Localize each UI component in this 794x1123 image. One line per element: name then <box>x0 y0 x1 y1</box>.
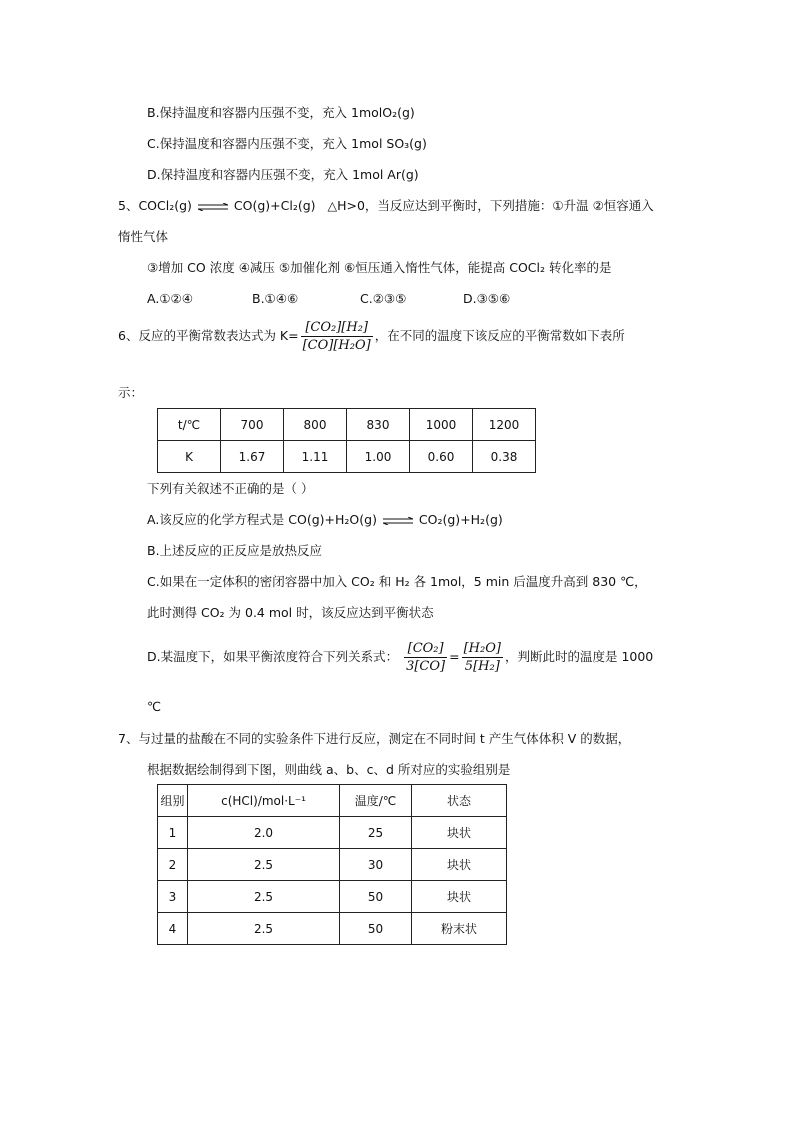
table-cell: 1200 <box>473 409 536 441</box>
fraction-denominator: 5[H₂] <box>464 659 500 674</box>
table-cell: 0.38 <box>473 441 536 473</box>
q5-option-d: D.③⑤⑥ <box>463 291 511 306</box>
table-cell: 700 <box>221 409 284 441</box>
option-c-text: C.保持温度和容器内压强不变，充入 1mol SO₃(g) <box>147 136 427 151</box>
table-cell: 2.5 <box>188 881 340 913</box>
q7-statement-line1: 7、与过量的盐酸在不同的实验条件下进行反应，测定在不同时间 t 产生气体体积 V 的数据， <box>118 731 631 746</box>
q6-option-b: B.上述反应的正反应是放热反应 <box>147 543 323 558</box>
table-cell: 3 <box>158 881 188 913</box>
q6-option-a-lhs: A.该反应的化学方程式是 CO(g)+H₂O(g) <box>147 512 377 527</box>
q6-option-d-lead: D.某温度下，如果平衡浓度符合下列关系式： <box>147 649 399 664</box>
table-cell: 4 <box>158 913 188 945</box>
fraction-numerator: [H₂O] <box>463 641 501 656</box>
q5-statement <box>118 197 654 215</box>
table-cell: 块状 <box>412 849 507 881</box>
table-cell: 1.11 <box>284 441 347 473</box>
q7-statement-line2: 根据数据绘制得到下图，则曲线 a、b、c、d 所对应的实验组别是 <box>147 762 511 777</box>
table-row <box>158 913 507 945</box>
q6-k-fraction <box>301 319 373 354</box>
q5-number: 5、 <box>118 198 139 213</box>
table-cell: 温度/℃ <box>340 785 412 817</box>
q5-condition: △H>0，当反应达到平衡时，下列措施：①升温 ②恒容通入 <box>327 198 654 213</box>
q6-option-d <box>147 635 653 679</box>
q6-tail: ，在不同的温度下该反应的平衡常数如下表所 <box>374 328 625 343</box>
table-cell: 1.67 <box>221 441 284 473</box>
equilibrium-arrow-icon <box>383 517 413 525</box>
q6-option-a-rhs: CO₂(g)+H₂(g) <box>418 512 503 527</box>
table-cell: 50 <box>340 913 412 945</box>
table-cell: 2.5 <box>188 849 340 881</box>
table-row <box>158 849 507 881</box>
table-cell: 1000 <box>410 409 473 441</box>
q5-measures: ③增加 CO 浓度 ④减压 ⑤加催化剂 ⑥恒压通入惰性气体，能提高 COCl₂ 转化率的是 <box>147 260 612 275</box>
table-row <box>158 881 507 913</box>
q6-option-d-tail: ，判断此时的温度是 1000 <box>504 649 654 664</box>
q6-option-c-line1: C.如果在一定体积的密闭容器中加入 CO₂ 和 H₂ 各 1mol，5 min 后温度升高到 830 ℃， <box>147 574 647 589</box>
table-cell: 30 <box>340 849 412 881</box>
table-cell: 1.00 <box>347 441 410 473</box>
table-cell: c(HCl)/mol·L⁻¹ <box>188 785 340 817</box>
table-cell: 块状 <box>412 817 507 849</box>
q6-k-table <box>157 408 536 473</box>
q5-option-b: B.①④⑥ <box>252 291 299 306</box>
q5-continuation: 惰性气体 <box>118 229 169 244</box>
q6-option-d-unit: ℃ <box>147 699 162 714</box>
q6-option-d-fraction-2 <box>462 640 503 675</box>
table-cell: 830 <box>347 409 410 441</box>
q5-reactant: COCl₂(g) <box>138 198 192 213</box>
q5-option-c: C.②③⑤ <box>360 291 407 306</box>
q6-option-a <box>147 511 503 529</box>
q6-question: 下列有关叙述不正确的是（ ） <box>147 481 314 496</box>
table-row <box>158 441 536 473</box>
table-cell: 2 <box>158 849 188 881</box>
table-cell: 1 <box>158 817 188 849</box>
fraction-numerator: [CO₂] <box>404 640 447 658</box>
q5-option-a: A.①②④ <box>147 291 193 306</box>
equilibrium-arrow-icon <box>198 203 228 211</box>
fraction-denominator: 3[CO] <box>406 659 446 674</box>
table-cell: 组别 <box>158 785 188 817</box>
table-cell: 状态 <box>412 785 507 817</box>
q6-k-denominator: [CO][H₂O] <box>302 338 371 353</box>
equals-sign: = <box>449 649 460 664</box>
table-cell: 粉末状 <box>412 913 507 945</box>
q6-k-numerator: [CO₂][H₂] <box>301 319 373 337</box>
table-cell: 块状 <box>412 881 507 913</box>
table-cell: t/℃ <box>158 409 221 441</box>
table-cell: 2.5 <box>188 913 340 945</box>
q6-statement <box>118 319 625 354</box>
q6-lead: 6、反应的平衡常数表达式为 K= <box>118 328 299 343</box>
table-row <box>158 785 507 817</box>
table-cell: 25 <box>340 817 412 849</box>
q7-conditions-table <box>157 784 507 945</box>
q6-continuation: 示： <box>118 385 144 400</box>
table-cell: K <box>158 441 221 473</box>
q6-option-d-fraction-1 <box>404 640 447 675</box>
table-cell: 50 <box>340 881 412 913</box>
q6-option-c-line2: 此时测得 CO₂ 为 0.4 mol 时，该反应达到平衡状态 <box>147 605 434 620</box>
q5-products: CO(g)+Cl₂(g) <box>233 198 316 213</box>
table-cell: 2.0 <box>188 817 340 849</box>
option-b-text: B.保持温度和容器内压强不变，充入 1molO₂(g) <box>147 105 415 120</box>
option-d-text: D.保持温度和容器内压强不变，充入 1mol Ar(g) <box>147 167 419 182</box>
table-cell: 0.60 <box>410 441 473 473</box>
table-row <box>158 817 507 849</box>
table-cell: 800 <box>284 409 347 441</box>
table-row <box>158 409 536 441</box>
